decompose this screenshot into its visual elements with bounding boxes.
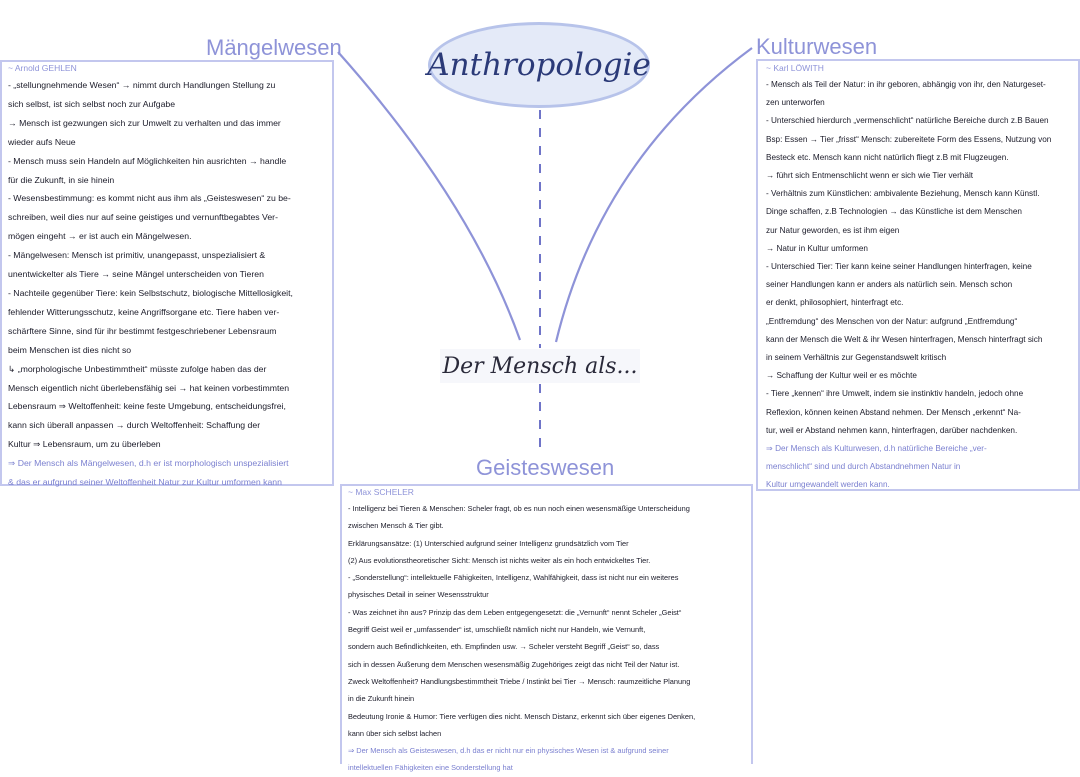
note-line: - Was zeichnet ihn aus? Prinzip das dem Leben entgegengesetzt: die „Vernunft“ nennt Scheler „Geist“	[348, 607, 682, 617]
note-line: kann über sich selbst lachen	[348, 728, 442, 738]
note-line: kann der Mensch die Welt & ihr Wesen hinterfragen, Mensch hinterfragt sich	[766, 334, 1043, 344]
note-line: zwischen Mensch & Tier gibt.	[348, 521, 444, 531]
note-line: kann sich überall anpassen → durch Weltoffenheit: Schaffung der	[8, 420, 261, 431]
note-line: - Verhältnis zum Künstlichen: ambivalente Beziehung, Mensch kann Künstl.	[766, 189, 1040, 199]
geisteswesen-box	[340, 484, 753, 773]
heading-maengelwesen: Mängelwesen	[206, 35, 342, 60]
note-line: wieder aufs Neue	[8, 136, 76, 147]
note-line: seiner Handlungen kann er anders als natürlich sein. Mensch schon	[766, 280, 1013, 290]
note-line: fehlender Witterungsschutz, keine Angriffsorgane etc. Tiere haben ver-	[8, 306, 280, 317]
note-line: Lebensraum ⇒ Weltoffenheit: keine feste Umgebung, entscheidungsfrei,	[8, 401, 286, 412]
note-line: sich in dessen Äußerung dem Menschen wesensmäßig Zugehöriges zeigt das nicht Teil der Natur ist.	[348, 659, 680, 669]
note-line: → Mensch ist gezwungen sich zur Umwelt zu verhalten und das immer	[8, 117, 281, 128]
kulturwesen-box	[756, 59, 1080, 491]
note-line: mögen eingeht → er ist auch ein Mängelwesen.	[8, 231, 192, 242]
note-line: - Intelligenz bei Tieren & Menschen: Scheler fragt, ob es nun noch einen wesensmäßige Unterscheidung	[348, 504, 690, 513]
note-line: Besteck etc. Mensch kann nicht natürlich fliegt z.B mit Flugzeugen.	[766, 152, 1009, 162]
note-line: schärftere Sinne, sind für ihr bestimmt festgeschriebener Lebensraum	[8, 325, 277, 336]
note-line: Reflexion, können keinen Abstand nehmen. Der Mensch „erkennt“ Na-	[766, 407, 1021, 417]
note-line: Erklärungsansätze: (1) Unterschied aufgrund seiner Intelligenz grundsätzlich vom Tier	[348, 538, 629, 548]
author-gehlen: ~ Arnold GEHLEN	[8, 63, 77, 73]
note-line: - Mensch muss sein Handeln auf Möglichkeiten hin ausrichten → handle	[8, 155, 287, 166]
note-line: - Mängelwesen: Mensch ist primitiv, unangepasst, unspezialisiert &	[8, 250, 266, 261]
note-line: unentwickelter als Tiere → seine Mängel unterscheiden von Tieren	[8, 269, 264, 280]
note-line: Mensch eigentlich nicht überlebensfähig sei → hat keinen vorbestimmten	[8, 382, 290, 393]
note-line: schreiben, weil dies nur auf seine geistiges und vernunftbegabtes Ver-	[8, 212, 278, 223]
note-line: in die Zukunft hinein	[348, 694, 415, 704]
note-line: ↳ „morphologische Unbestimmtheit“ müsste zufolge haben das der	[8, 363, 267, 374]
note-line: - Mensch als Teil der Natur: in ihr geboren, abhängig von ihr, den Naturgeset-	[766, 80, 1046, 89]
summary-line: ⇒ Der Mensch als Kulturwesen, d.h natürliche Bereiche „ver-	[766, 444, 987, 454]
summary-line: menschlicht“ sind und durch Abstandnehmen Natur in	[766, 462, 961, 472]
note-line: Dinge schaffen, z.B Technologien → das Künstliche ist dem Menschen	[766, 207, 1022, 217]
note-line: → Schaffung der Kultur weil er es möchte	[766, 371, 917, 381]
note-line: Bedeutung Ironie & Humor: Tiere verfügen dies nicht. Mensch Distanz, erkennt sich über eigenes Denken,	[348, 711, 696, 721]
note-line: er denkt, philosophiert, hinterfragt etc.	[766, 298, 904, 308]
maengelwesen-box	[0, 60, 334, 486]
note-line: sich selbst, ist sich selbst noch zur Aufgabe	[8, 98, 176, 109]
summary-line: & das er aufgrund seiner Weltoffenheit Natur zur Kultur umformen kann	[8, 477, 282, 488]
note-line: (2) Aus evolutionstheoretischer Sicht: Mensch ist nichts weiter als ein hoch entwickeltes Tier.	[348, 555, 651, 565]
note-line: Begriff Geist weil er „umfassender“ ist, umschließt nämlich nicht nur Handeln, wie Vernunft,	[348, 625, 646, 635]
note-line: - Tiere „kennen“ ihre Umwelt, indem sie instinktiv handeln, jedoch ohne	[766, 389, 1024, 399]
summary-line: ⇒ Der Mensch als Mängelwesen, d.h er ist morphologisch unspezialisiert	[8, 458, 289, 469]
title-oval	[428, 22, 650, 108]
note-line: zur Natur geworden, es ist ihm eigen	[766, 225, 900, 235]
note-line: - „Sonderstellung“: intellektuelle Fähigkeiten, Intelligenz, Wahlfähigkeit, dass ist nicht nur ein weiteres	[348, 573, 679, 583]
author-loewith: ~ Karl LÖWITH	[766, 63, 824, 73]
note-line: für die Zukunft, in sie hinein	[8, 174, 115, 185]
note-line: sondern auch Befindlichkeiten, eth. Empfinden usw. → Scheler versteht Begriff „Geist“ so, dass	[348, 642, 660, 652]
note-line: Kultur ⇒ Lebensraum, um zu überleben	[8, 439, 161, 450]
note-line: zen unterworfen	[766, 98, 825, 108]
summary-line: intellektuellen Fähigkeiten eine Sonderstellung hat	[348, 763, 513, 773]
note-line: Bsp: Essen → Tier „frisst“ Mensch: zubereitete Form des Essens, Nutzung von	[766, 134, 1052, 144]
note-line: in seinem Verhältnis zur Gegenstandswelt kritisch	[766, 353, 947, 363]
note-line: - Unterschied Tier: Tier kann keine seiner Handlungen hinterfragen, keine	[766, 262, 1032, 272]
note-line: physisches Detail in seiner Wesensstruktur	[348, 590, 489, 600]
note-line: beim Menschen ist dies nicht so	[8, 344, 132, 355]
summary-line: Kultur umgewandelt werden kann.	[766, 480, 890, 490]
heading-geisteswesen: Geisteswesen	[476, 455, 615, 480]
summary-line: ⇒ Der Mensch als Geisteswesen, d.h das er nicht nur ein physisches Wesen ist & aufgrund seiner	[348, 746, 669, 756]
page-title: Anthropologie	[427, 47, 651, 83]
note-line: → führt sich Entmenschlicht wenn er sich wie Tier verhält	[766, 171, 974, 181]
note-line: „Entfremdung“ des Menschen von der Natur: aufgrund „Entfremdung“	[766, 316, 1018, 326]
note-line: Zweck Weltoffenheit? Handlungsbestimmtheit Triebe / Instinkt bei Tier → Mensch: raumzeitliche Planung	[348, 676, 691, 686]
note-line: - Wesensbestimmung: es kommt nicht aus ihm als „Geisteswesen“ zu be-	[8, 193, 291, 204]
note-line: - Nachteile gegenüber Tiere: kein Selbstschutz, biologische Mittellosigkeit,	[8, 287, 293, 298]
author-scheler: ~ Max SCHELER	[348, 487, 414, 497]
note-line: - Unterschied hierdurch „vermenschlicht“ natürliche Bereiche durch z.B Bauen	[766, 116, 1049, 126]
center-label: Der Mensch als...	[440, 349, 640, 383]
note-line: tur, weil er Abstand nehmen kann, hinterfragen, darüber nachdenken.	[766, 425, 1018, 435]
note-line: → Natur in Kultur umformen	[766, 243, 868, 253]
heading-kulturwesen: Kulturwesen	[756, 34, 878, 59]
note-line: - „stellungnehmende Wesen“ → nimmt durch Handlungen Stellung zu	[8, 80, 276, 90]
